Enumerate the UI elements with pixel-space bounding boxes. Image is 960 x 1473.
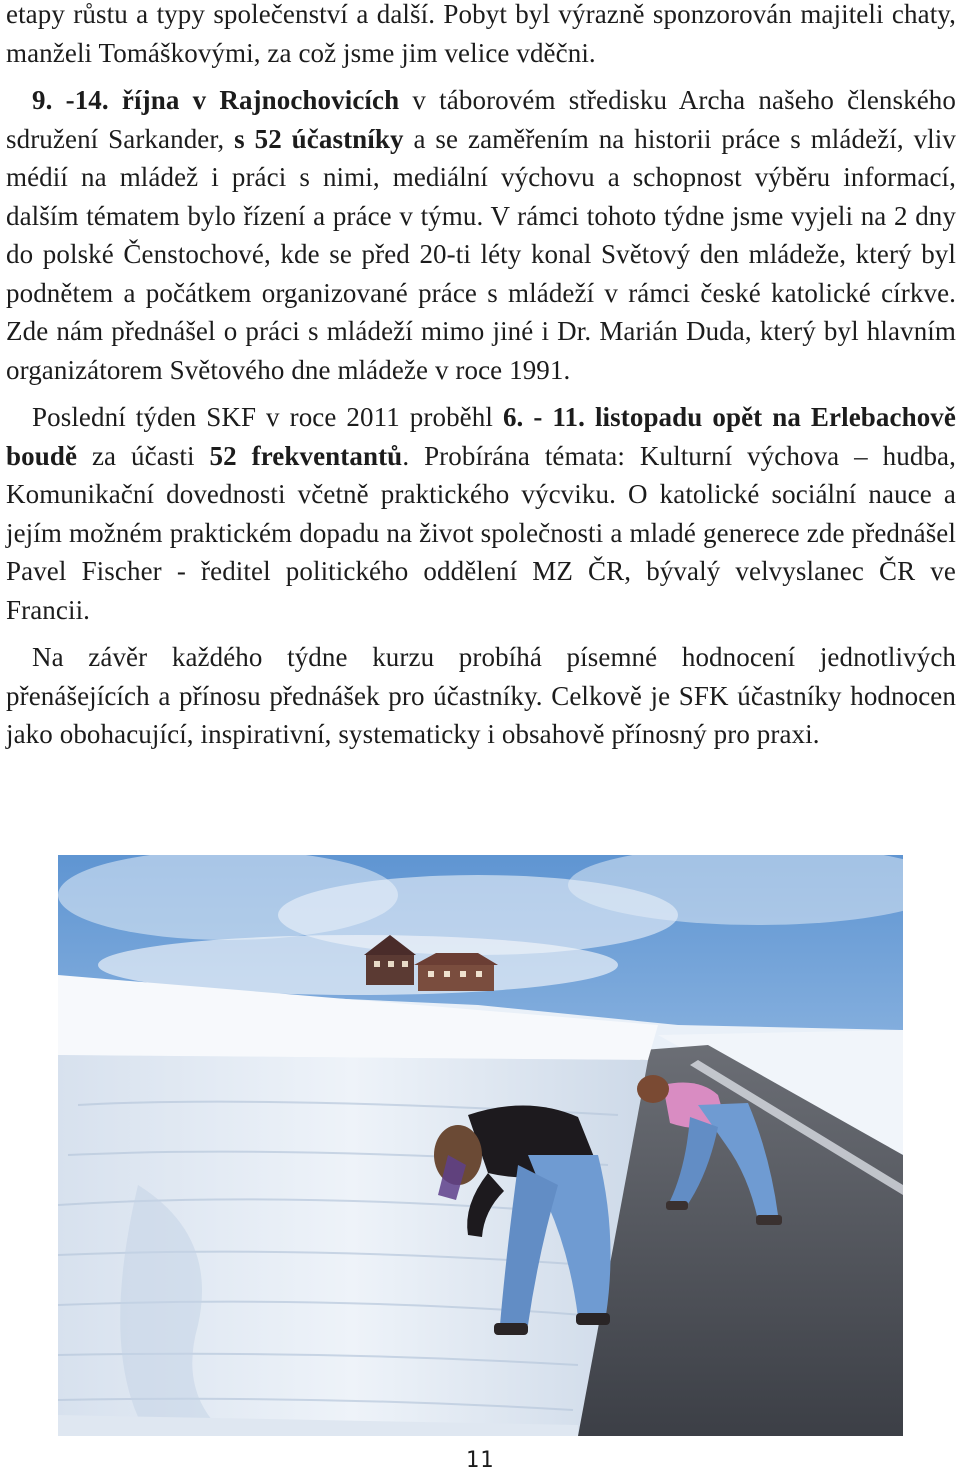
photo-illustration (58, 855, 903, 1436)
paragraph-3-date: 6. - 11. listopadu opět na Erlebachově boudě (6, 402, 956, 471)
body-text (6, 0, 956, 763)
photo-snow-wall (58, 855, 903, 1436)
paragraph-3-count: 52 frekventantů (209, 440, 403, 471)
paragraph-3 (6, 398, 956, 629)
paragraph-2-text-a: v táborovém středisku Archa našeho členského sdružení Sarkander, (6, 85, 957, 154)
paragraph-2 (6, 81, 956, 389)
paragraph-2-date: 9. -14. října v Rajnochovicích (32, 85, 400, 115)
paragraph-1 (6, 0, 956, 72)
paragraph-3-text-a: Poslední týden SKF v roce 2011 proběhl (32, 402, 503, 432)
paragraph-2-count: s 52 účastníky (234, 123, 404, 154)
paragraph-4-text: Na závěr každého týdne kurzu probíhá písemné hodnocení jednotlivých přenášejících a přínosu přednášek pro účastníky. Celkově je SFK účastníky hodnocen jako obohacující, inspirativní, systematicky i obsahově přínosný pro praxi. (6, 642, 956, 749)
paragraph-3-text-c: . Probírána témata: Kulturní výchova – hudba, Komunikační dovednosti včetně praktického výcviku. O katolické sociální nauce a jejím možném praktickém dopadu na život společnosti a mladé generece zde přednášel Pavel Fischer - ředitel politického oddělení MZ ČR, bývalý velvyslanec ČR ve Francii. (6, 440, 956, 625)
paragraph-1-text: etapy růstu a typy společenství a další. Pobyt byl výrazně sponzorován majiteli chaty, manželi Tomáškovými, za což jsme jim velice vděčni. (6, 0, 956, 68)
page-number: 11 (465, 1448, 495, 1473)
paragraph-2-text-b: a se zaměřením na historii práce s mládeží, vliv médií na mládež i práci s nimi, mediální výchovu a schopnost výběru informací, dalším tématem bylo řízení a práce v týmu. V rámci tohoto týdne jsme vyjeli na 2 dny do polské Čenstochové, kde se před 20-ti léty konal Světový den mládeže, který byl podnětem a počátkem organizované práce s mládeží v rámci české katolické církve. Zde nám přednášel o práci s mládeží mimo jiné i Dr. Marián Duda, který byl hlavním organizátorem Světového dne mládeže v roce 1991. (6, 123, 956, 385)
paragraph-4 (6, 638, 956, 754)
chalet-right (414, 953, 498, 991)
paragraph-3-text-b: za účasti (77, 440, 210, 471)
